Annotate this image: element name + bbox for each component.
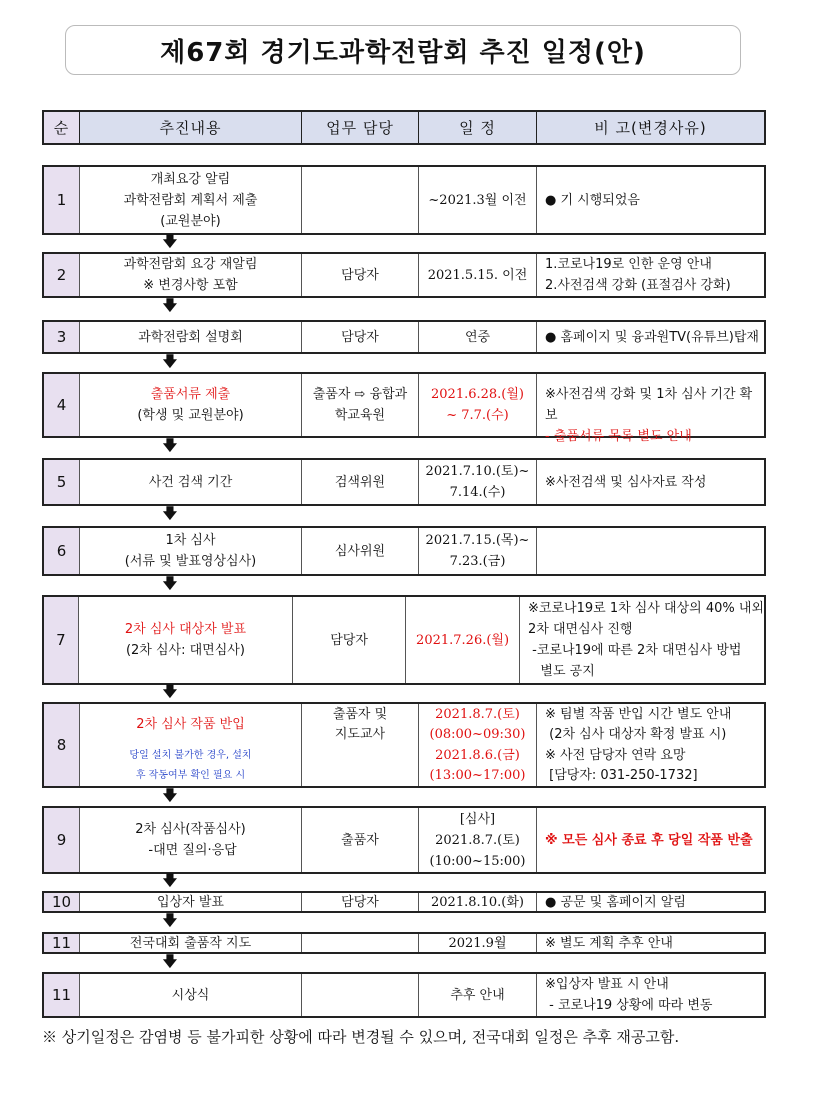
note-line: - 코로나19 상황에 따라 변동	[545, 998, 713, 1013]
date-line: 2021.7.15.(목)~	[425, 533, 530, 548]
row-date: 연중	[419, 322, 537, 352]
date-top	[419, 704, 536, 745]
table-row	[42, 372, 766, 444]
row-content	[80, 528, 302, 574]
row-number: 10	[44, 893, 80, 911]
down-arrow-icon: 🡇	[162, 354, 178, 370]
row-content	[80, 374, 302, 436]
title-box	[65, 25, 741, 75]
row-owner: 담당자	[302, 893, 419, 911]
owner-bottom	[302, 745, 418, 786]
table-row	[42, 972, 766, 1018]
down-arrow-icon: 🡇	[162, 506, 178, 522]
row-owner: 출품자	[302, 808, 419, 872]
row-note: ● 기 시행되었음	[545, 192, 640, 208]
date-line: [심사]	[459, 811, 496, 827]
content-line: 1차 심사	[165, 533, 216, 548]
row-number: 7	[44, 597, 79, 683]
down-arrow-icon: 🡇	[162, 954, 178, 970]
table-header	[42, 110, 766, 145]
down-arrow-icon: 🡇	[162, 438, 178, 454]
table-row	[42, 595, 766, 685]
table-row	[42, 526, 766, 576]
row-owner: 담당자	[302, 322, 419, 352]
content-line-highlight: 2차 심사 작품 반입	[136, 716, 245, 732]
row-number: 11	[44, 974, 80, 1016]
note-top	[537, 704, 764, 745]
table-row	[42, 165, 766, 235]
content-line: (2차 심사: 대면심사)	[125, 643, 245, 658]
header-note: 비 고(변경사유)	[594, 119, 707, 137]
row-date: ~2021.3월 이전	[419, 167, 537, 233]
owner-top	[302, 704, 418, 745]
note-line: 1.코로나19로 인한 운영 안내	[545, 257, 712, 272]
row-content	[80, 254, 302, 296]
note-line: [담당자: 031-250-1732]	[545, 767, 698, 783]
header-owner: 업무 담당	[302, 112, 419, 143]
note-line: 별도 공지	[528, 664, 595, 679]
row-note: ● 홈페이지 및 융과원TV(유튜브)탑재	[545, 329, 759, 345]
content-line: 과학전람회 요강 재알림	[123, 257, 258, 272]
row-note	[537, 374, 764, 444]
row-date: 2021.8.10.(화)	[419, 893, 537, 911]
date-line: (10:00~15:00)	[429, 853, 526, 869]
row-date	[419, 808, 537, 872]
content-line: 후 작동여부 확인 필요 시	[135, 769, 246, 781]
row-number: 9	[44, 808, 80, 872]
content-line: 과학전람회 계획서 제출	[123, 192, 258, 208]
content-line: (학생 및 교원분야)	[137, 408, 244, 423]
content-line-highlight: 2차 심사 대상자 발표	[124, 622, 247, 637]
row-note: ※ 모든 심사 종료 후 당일 작품 반출	[545, 832, 753, 848]
date-line: ~ 7.7.(수)	[446, 408, 509, 423]
date-line: 2021.8.7.(토)	[435, 832, 520, 848]
row-content: 전국대회 출품작 지도	[80, 934, 302, 952]
owner-text: 출품자 ⇨ 융합과학교육원	[312, 387, 408, 423]
table-row	[42, 458, 766, 506]
date-bottom	[419, 745, 536, 786]
down-arrow-icon: 🡇	[162, 788, 178, 804]
date-line: 2021.6.28.(월)	[431, 387, 524, 402]
note-line-highlight: - 출품서류 목록 별도 안내	[545, 429, 692, 444]
content-line: -대면 질의·응답	[144, 843, 237, 858]
down-arrow-icon: 🡇	[162, 913, 178, 929]
row-note: ※ 별도 계획 추후 안내	[545, 935, 673, 951]
row-content: 과학전람회 설명회	[80, 322, 302, 352]
note-line: -코로나19에 따른 2차 대면심사 방법	[528, 643, 742, 658]
header-content: 추진내용	[80, 112, 302, 143]
row-date: 2021.5.15. 이전	[419, 254, 537, 296]
date-line: 7.14.(수)	[449, 485, 506, 500]
row-owner	[302, 167, 419, 233]
row-number: 8	[44, 704, 80, 786]
note-bottom	[537, 745, 764, 786]
row-number: 6	[44, 528, 80, 574]
down-arrow-icon: 🡇	[162, 298, 178, 314]
row-note	[537, 528, 764, 574]
page-title: 제67회 경기도과학전람회 추진 일정(안)	[160, 37, 646, 68]
note-line: 2.사전검색 강화 (표절검사 강화)	[545, 278, 731, 293]
row-number: 1	[44, 167, 80, 233]
table-row	[42, 320, 766, 354]
date-line: 2021.8.6.(금)	[435, 747, 520, 763]
date-line: (13:00~17:00)	[429, 767, 526, 783]
note-line: 2차 대면심사 진행	[528, 622, 633, 637]
row-number: 2	[44, 254, 80, 296]
owner-line: 출품자 및	[332, 706, 388, 722]
row-date	[419, 704, 537, 786]
content-line-highlight: 출품서류 제출	[150, 387, 231, 402]
row-content	[79, 597, 293, 683]
row-note	[537, 704, 764, 786]
row-owner: 담당자	[293, 597, 406, 683]
row-owner	[302, 704, 419, 786]
content-line: 당일 설치 불가한 경우, 설치	[129, 749, 252, 761]
row-owner	[302, 934, 419, 952]
row-date	[419, 374, 537, 436]
header-no: 순	[44, 112, 80, 143]
row-note: ● 공문 및 홈페이지 알림	[545, 894, 686, 910]
date-line: 7.23.(금)	[449, 554, 506, 569]
note-line: ※입상자 발표 시 안내	[545, 977, 669, 992]
header-date: 일 정	[419, 112, 537, 143]
row-note: ※사전검색 및 심사자료 작성	[545, 474, 707, 490]
row-number: 5	[44, 460, 80, 504]
row-date: 2021.7.26.(월)	[406, 597, 520, 683]
row-content: 입상자 발표	[80, 893, 302, 911]
row-note	[520, 597, 764, 683]
row-content	[80, 808, 302, 872]
date-line: (08:00~09:30)	[429, 726, 526, 742]
row-date	[419, 528, 537, 574]
down-arrow-icon: 🡇	[162, 873, 178, 889]
table-row	[42, 252, 766, 298]
row-content: 사건 검색 기간	[80, 460, 302, 504]
owner-line: 지도교사	[334, 726, 386, 742]
table-row	[42, 806, 766, 874]
row-date: 2021.9월	[419, 934, 537, 952]
note-line: (2차 심사 대상자 확정 발표 시)	[545, 726, 727, 742]
down-arrow-icon: 🡇	[162, 234, 178, 250]
content-sub	[80, 745, 301, 786]
note-line: ※ 팀별 작품 반입 시간 별도 안내	[545, 706, 732, 722]
row-owner	[302, 974, 419, 1016]
row-content	[80, 704, 302, 786]
content-line: ※ 변경사항 포함	[143, 278, 238, 293]
row-number: 3	[44, 322, 80, 352]
content-line: (교원분야)	[160, 213, 221, 229]
content-line: (서류 및 발표영상심사)	[124, 554, 257, 569]
row-date: 추후 안내	[419, 974, 537, 1016]
footnote: ※ 상기일정은 감염병 등 불가피한 상황에 따라 변경될 수 있으며, 전국대회 일정은 추후 재공고함.	[42, 1028, 680, 1046]
row-number: 4	[44, 374, 80, 436]
row-number: 11	[44, 934, 80, 952]
row-content: 시상식	[80, 974, 302, 1016]
row-note	[537, 254, 764, 296]
content-line: 개최요강 알림	[150, 171, 231, 187]
note-line: ※사전검색 강화 및 1차 심사 기간 확보	[545, 387, 753, 423]
row-owner: 검색위원	[302, 460, 419, 504]
down-arrow-icon: 🡇	[162, 576, 178, 592]
row-owner	[302, 374, 419, 436]
note-line: ※ 사전 담당자 연락 요망	[545, 747, 686, 763]
down-arrow-icon: 🡇	[162, 684, 178, 700]
date-line: 2021.7.10.(토)~	[425, 464, 530, 479]
row-owner: 담당자	[302, 254, 419, 296]
row-note	[537, 974, 764, 1016]
row-content	[80, 167, 302, 233]
date-line: 2021.8.7.(토)	[435, 706, 520, 722]
table-row	[42, 702, 766, 788]
table-row	[42, 932, 766, 954]
note-line: ※코로나19로 1차 심사 대상의 40% 내외	[528, 601, 764, 616]
row-date	[419, 460, 537, 504]
table-row	[42, 891, 766, 913]
content-line: 2차 심사(작품심사)	[135, 822, 246, 837]
row-owner: 심사위원	[302, 528, 419, 574]
